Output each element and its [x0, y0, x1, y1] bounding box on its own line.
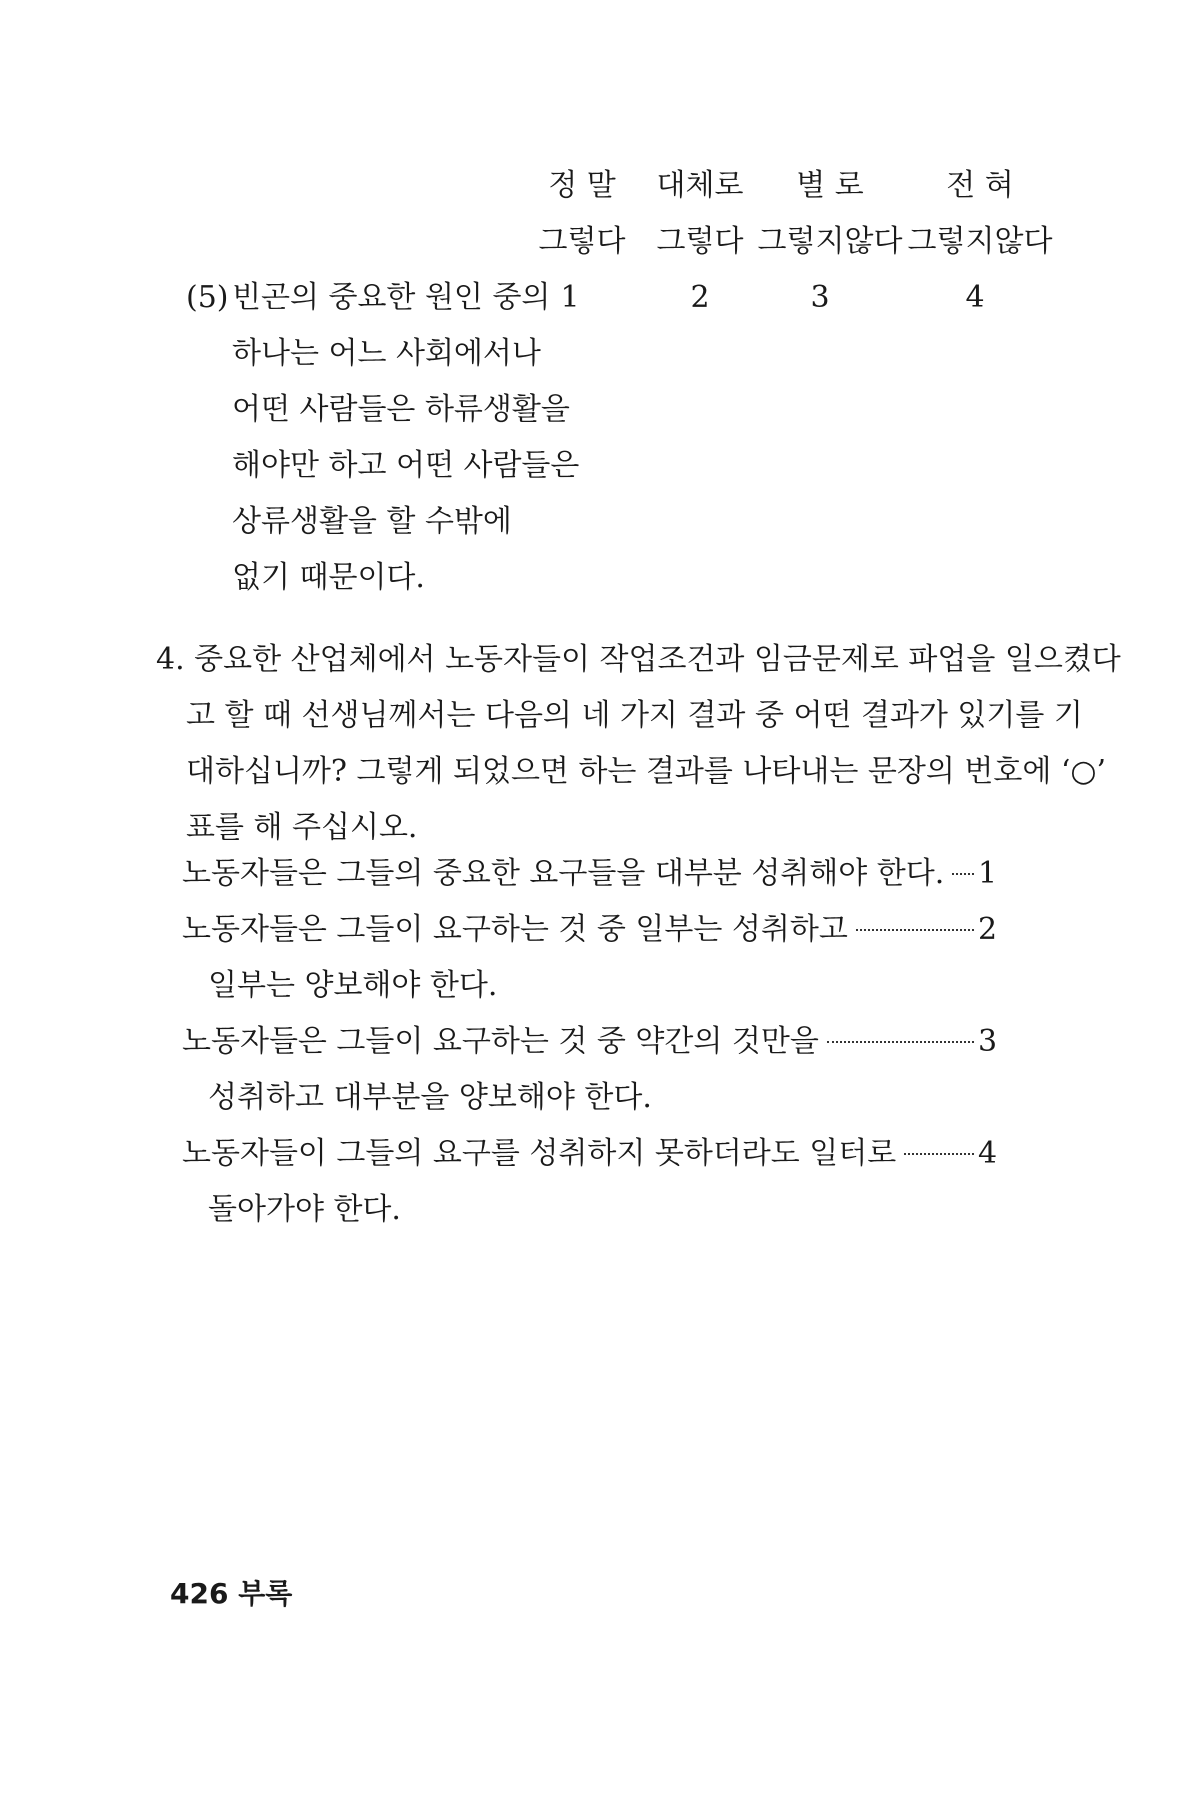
scale-header-1 [532, 158, 632, 270]
option-1-text: 노동자들은 그들의 중요한 요구들을 대부분 성취해야 한다. [182, 856, 945, 891]
scale-header-2-line1: 대체로 [656, 168, 744, 203]
item5-line-3: 어떤 사람들은 하류생활을 [232, 392, 570, 427]
question4-option-3[interactable] [182, 1014, 1002, 1126]
scale-header-1-line2: 그렇다 [538, 224, 626, 259]
option-2-number: 2 [978, 912, 998, 947]
question4-line-3: 대하십니까? 그렇게 되었으면 하는 결과를 나타내는 문장의 번호에 ‘○’ [186, 754, 1107, 789]
item5-label: (5) [186, 280, 229, 315]
scale-header-1-line1: 정 말 [548, 168, 616, 203]
item5-line-4: 해야만 하고 어떤 사람들은 [232, 448, 580, 483]
option-2-continuation: 일부는 양보해야 한다. [208, 968, 498, 1003]
question4-line-4: 표를 해 주십시오. [186, 810, 418, 845]
question4-option-2[interactable] [182, 902, 1002, 1014]
page-footer: 426 부록 [170, 1577, 293, 1610]
scale-header-2-line2: 그렇다 [656, 224, 744, 259]
item5-line-5: 상류생활을 할 수밖에 [232, 504, 512, 539]
scale-header-3 [755, 158, 905, 270]
scale-header-2 [645, 158, 755, 270]
question4-option-4[interactable] [182, 1126, 1002, 1238]
scale-header-4-line1: 전 혀 [946, 168, 1014, 203]
option-1-number: 1 [978, 856, 998, 891]
item5-scale-3: 3 [810, 280, 830, 315]
option-4-number: 4 [978, 1136, 998, 1171]
option-2-text: 노동자들은 그들이 요구하는 것 중 일부는 성취하고 [182, 912, 848, 947]
option-3-number: 3 [978, 1024, 998, 1059]
question4-line-2: 고 할 때 선생님께서는 다음의 네 가지 결과 중 어떤 결과가 있기를 기 [186, 698, 1083, 733]
scale-header-3-line1: 별 로 [796, 168, 864, 203]
scale-header-4 [905, 158, 1055, 270]
option-1-leader [952, 873, 974, 875]
option-4-continuation: 돌아가야 한다. [208, 1192, 401, 1227]
option-3-continuation: 성취하고 대부분을 양보해야 한다. [208, 1080, 652, 1115]
option-4-text: 노동자들이 그들의 요구를 성취하지 못하더라도 일터로 [182, 1136, 897, 1171]
item5-scale-1: 1 [560, 280, 580, 315]
option-3-text: 노동자들은 그들이 요구하는 것 중 약간의 것만을 [182, 1024, 819, 1059]
option-2-leader [856, 929, 974, 931]
item5-line-1: 빈곤의 중요한 원인 중의 [232, 280, 551, 315]
question4-option-1[interactable] [182, 846, 1002, 902]
item5-scale-4: 4 [965, 280, 985, 315]
question4-line-1: 4. 중요한 산업체에서 노동자들이 작업조건과 임금문제로 파업을 일으켰다 [156, 642, 1121, 677]
scale-header-3-line2: 그렇지않다 [757, 224, 903, 259]
option-4-leader [904, 1153, 974, 1155]
item5-scale-2: 2 [690, 280, 710, 315]
scale-header-4-line2: 그렇지않다 [907, 224, 1053, 259]
item5-line-2: 하나는 어느 사회에서나 [232, 336, 541, 371]
question4-prompt [156, 632, 1121, 856]
item5-line-6: 없기 때문이다. [232, 560, 425, 595]
option-3-leader [827, 1041, 974, 1043]
